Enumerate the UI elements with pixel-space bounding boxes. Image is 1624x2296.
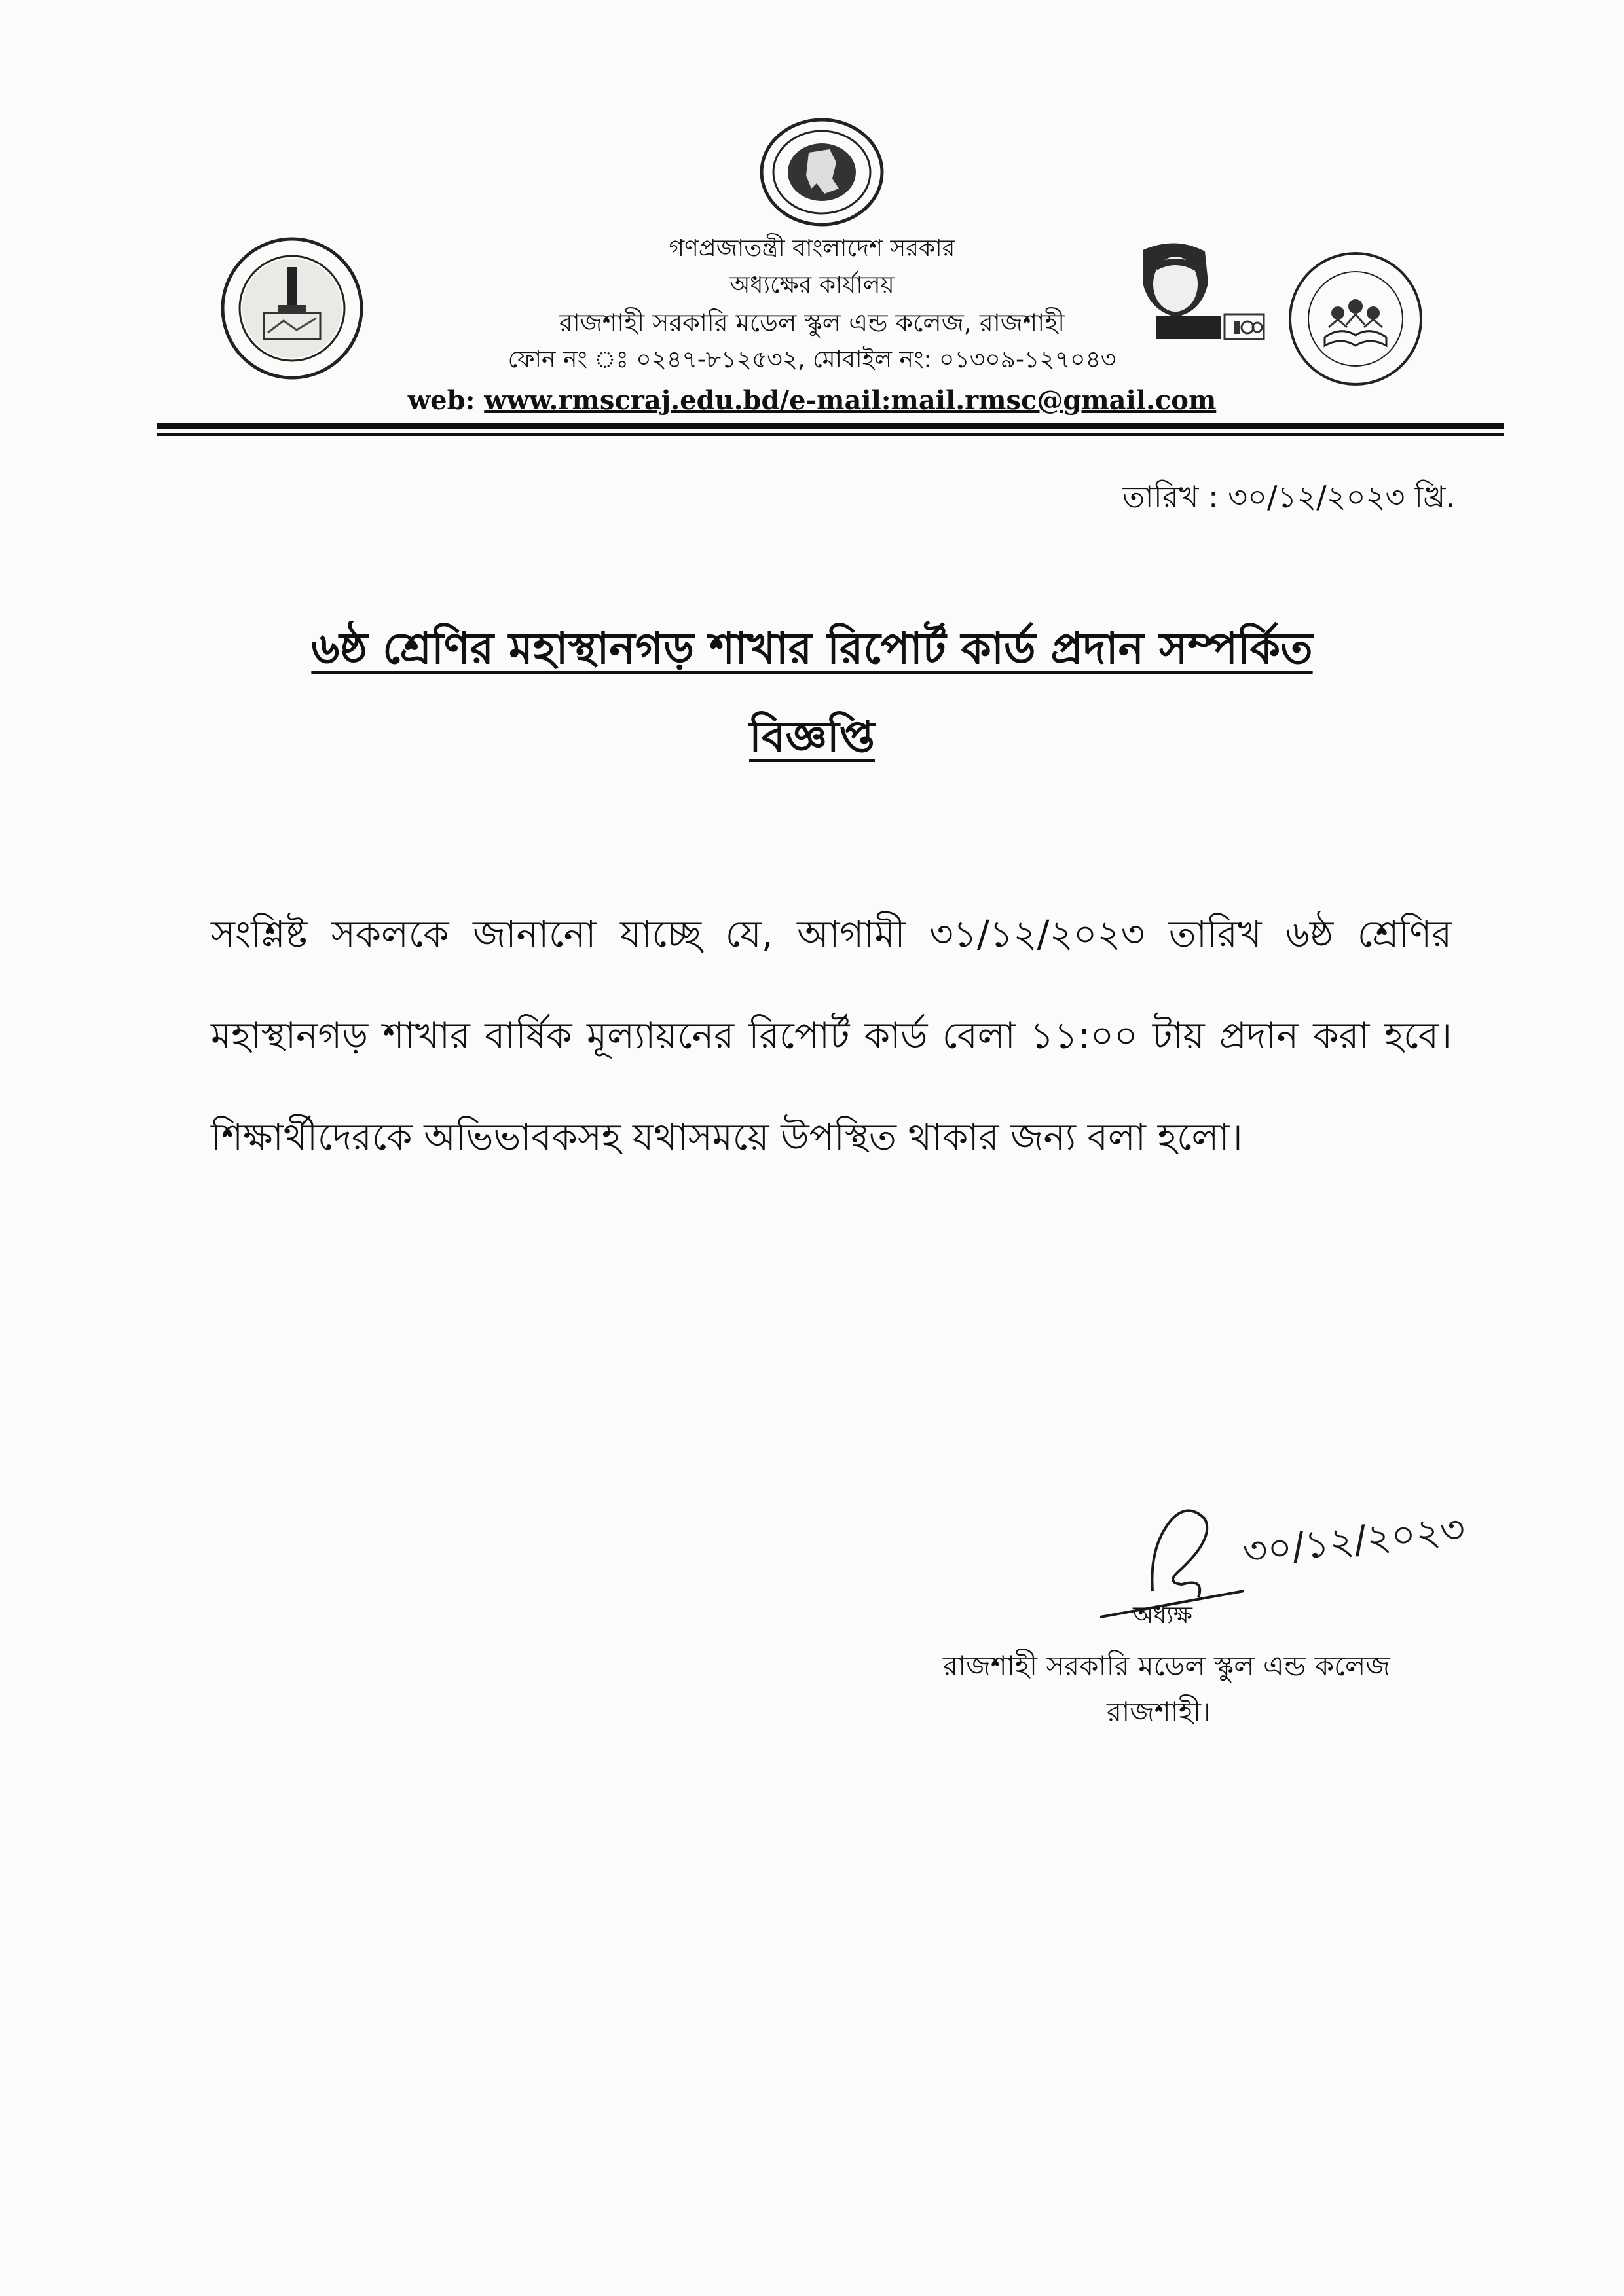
government-seal-icon (756, 117, 887, 228)
contact-web (0, 385, 1624, 416)
notice-body: সংশ্লিষ্ট সকলকে জানানো যাচ্ছে যে, আগামী ৩১/১২/২০২৩ তারিখ ৬ষ্ঠ শ্রেণির মহাস্থানগড় শাখার বার্ষিক মূল্যায়নের রিপোর্ট কার্ড বেলা ১১:০০ টায় প্রদান করা হবে। শিক্ষার্থীদেরকে অভিভাবকসহ যথাসময়ে উপস্থিত থাকার জন্য বলা হলো। (211, 913, 1452, 1159)
handwritten-date: ৩০/১২/২০২৩ (1240, 1506, 1467, 1574)
signatory-institution: রাজশাহী সরকারি মডেল স্কুল এন্ড কলেজ (943, 1650, 1390, 1682)
institution-name: রাজশাহী সরকারি মডেল স্কুল এন্ড কলেজ, রাজশাহী (559, 308, 1065, 337)
web-link[interactable]: www.rmscraj.edu.bd/e-mail:mail.rmsc@gmail.com (484, 385, 1217, 416)
government-name: গণপ্রজাতন্ত্রী বাংলাদেশ সরকার (669, 235, 955, 262)
notice-title-line2: বিজ্ঞপ্তি (749, 712, 875, 762)
header-divider-thick (157, 423, 1504, 429)
contact-phone: ফোন নং ঃ ০২৪৭-৮১২৫৩২, মোবাইল নং: ০১৩০৯-১২৭০৪৩ (507, 346, 1116, 373)
office-name: অধ্যক্ষের কার্যালয় (729, 272, 895, 299)
web-prefix: web: (407, 385, 485, 416)
notice-date: তারিখ : ৩০/১২/২০২৩ খ্রি. (1122, 479, 1455, 515)
signatory-title: অধ্যক্ষ (1133, 1602, 1192, 1629)
notice-heading (0, 704, 1624, 776)
signatory-city: রাজশাহী। (1107, 1696, 1211, 1728)
notice-title (0, 615, 1624, 687)
notice-title-line1: ৬ষ্ঠ শ্রেণির মহাস্থানগড় শাখার রিপোর্ট কার্ড প্রদান সম্পর্কিত (311, 623, 1313, 674)
header-divider-thin (157, 433, 1504, 436)
